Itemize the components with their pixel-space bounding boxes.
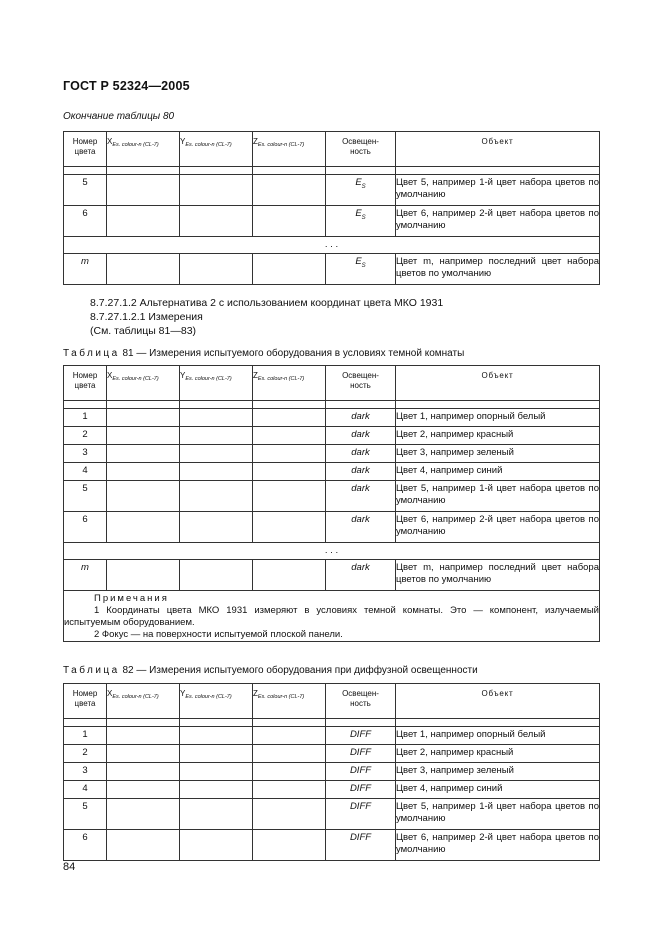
cell-y-value [180,409,253,427]
col-header-number-line2: цвета [74,381,96,390]
cell-object [396,254,600,285]
spacer-cell [64,167,107,175]
cell-x-value [107,799,180,830]
object-description: Цвет 3, например зеленый [396,765,514,776]
cell-illuminance: dark [326,512,396,543]
cell-color-number: 3 [64,763,107,781]
cell-y-value [180,206,253,237]
col-header-y [180,132,253,167]
cell-z-value [253,427,326,445]
table-row [64,427,600,445]
col-header-illuminance-line2: ность [350,147,371,156]
col-header-object: Объект [396,366,600,401]
note-1: 1 Координаты цвета МКО 1931 измеряют в условиях темной комнаты. Это — компонент, излучаемый испытуемым оборудованием. [64,605,599,628]
object-description: Цвет 1, например опорный белый [396,411,546,422]
col-header-illuminance-line2: ность [350,381,371,390]
col-header-x-sub: Es. colour-n (CL-7) [112,376,159,382]
col-header-number [64,366,107,401]
table-82-caption-label: Таблица [63,665,120,676]
cell-color-number: 2 [64,427,107,445]
cell-z-value [253,745,326,763]
cell-color-number: 5 [64,175,107,206]
col-header-x [107,684,180,719]
table-80 [63,131,600,285]
col-header-illuminance [326,132,396,167]
cell-x-value [107,409,180,427]
cell-object [396,781,600,799]
table-row [64,745,600,763]
col-header-z-main: Z [253,371,258,380]
cell-x-value [107,481,180,512]
col-header-x-sub: Es. colour-n (CL-7) [112,694,159,700]
cell-object [396,175,600,206]
table-header-row [64,366,600,401]
note-2: 2 Фокус — на поверхности испытуемой плоской панели. [94,629,343,640]
col-header-z-sub: Es. colour-n (CL-7) [257,694,305,700]
cell-z-value [253,763,326,781]
cell-y-value [180,560,253,591]
table-header-row [64,684,600,719]
table-body [64,719,600,861]
table-row [64,463,600,481]
cell-x-value [107,727,180,745]
col-header-y-sub: Es. colour-n (CL-7) [185,376,232,382]
col-header-illuminance [326,366,396,401]
document-title: ГОСТ Р 52324—2005 [63,79,190,93]
cell-z-value [253,463,326,481]
cell-illuminance: DIFF [326,781,396,799]
cell-object [396,763,600,781]
col-header-y-main: Y [180,689,186,698]
cell-object [396,727,600,745]
table-row [64,830,600,861]
subsection-heading: 8.7.27.1.2.1 Измерения [90,311,203,323]
cell-y-value [180,763,253,781]
page-number: 84 [63,861,76,873]
table-header-row [64,132,600,167]
illuminance-symbol: E [355,208,362,219]
object-description: Цвет m, например последний цвет набора цветов по умолчанию [396,562,599,585]
spacer-cell [326,167,396,175]
cell-x-value [107,427,180,445]
cell-y-value [180,427,253,445]
col-header-x-main: X [107,689,113,698]
cell-x-value [107,763,180,781]
col-header-number-line2: цвета [74,147,96,156]
cell-object [396,830,600,861]
cell-x-value [107,206,180,237]
col-header-y-sub: Es. colour-n (CL-7) [185,142,232,148]
cell-color-number: 6 [64,512,107,543]
table-row [64,175,600,206]
spacer-cell [396,167,600,175]
col-header-illuminance-line1: Освещен- [342,137,379,146]
table-81-caption-label: Таблица [63,348,120,359]
col-header-x-main: X [107,137,113,146]
cell-object [396,463,600,481]
cell-object [396,560,600,591]
col-header-number-line2: цвета [74,699,96,708]
col-header-y-main: Y [180,371,186,380]
cell-y-value [180,175,253,206]
table-body [64,401,600,642]
table-spacer-row [64,167,600,175]
cell-object [396,799,600,830]
cell-x-value [107,463,180,481]
cell-color-number: 5 [64,481,107,512]
spacer-cell [180,401,253,409]
table-row [64,781,600,799]
cell-object [396,745,600,763]
cell-illuminance: DIFF [326,799,396,830]
cell-object [396,481,600,512]
cell-z-value [253,512,326,543]
spacer-cell [253,167,326,175]
col-header-number [64,684,107,719]
table-82 [63,683,600,861]
table-ellipsis-row [64,543,600,560]
cell-x-value [107,254,180,285]
col-header-x [107,132,180,167]
object-description: Цвет 5, например 1-й цвет набора цветов по умолчанию [396,177,599,200]
object-description: Цвет 2, например красный [396,429,514,440]
cell-y-value [180,727,253,745]
spacer-cell [107,401,180,409]
object-description: Цвет m, например последний цвет набора цветов по умолчанию [396,256,599,279]
spacer-cell [253,401,326,409]
spacer-cell [107,719,180,727]
col-header-illuminance-line1: Освещен- [342,371,379,380]
cell-x-value [107,175,180,206]
cell-z-value [253,781,326,799]
illuminance-subscript: S [361,214,366,221]
table-81-caption [63,348,464,359]
spacer-cell [326,719,396,727]
table-row [64,512,600,543]
cell-y-value [180,512,253,543]
col-header-y-sub: Es. colour-n (CL-7) [185,694,232,700]
col-header-object: Объект [396,684,600,719]
cell-object [396,512,600,543]
object-description: Цвет 4, например синий [396,465,503,476]
table-row [64,560,600,591]
col-header-illuminance-line2: ность [350,699,371,708]
cell-y-value [180,463,253,481]
spacer-cell [253,719,326,727]
col-header-z-main: Z [253,689,258,698]
col-header-number-line1: Номер [72,689,98,698]
table-notes [64,591,600,642]
cell-color-number: 4 [64,463,107,481]
spacer-cell [180,167,253,175]
cell-illuminance: dark [326,560,396,591]
cell-illuminance: dark [326,463,396,481]
cell-color-number: 1 [64,727,107,745]
cell-z-value [253,409,326,427]
col-header-y [180,684,253,719]
cell-z-value [253,727,326,745]
cell-object [396,427,600,445]
object-description: Цвет 2, например красный [396,747,514,758]
cell-y-value [180,799,253,830]
section-heading: 8.7.27.1.2 Альтернатива 2 с использованием координат цвета МКО 1931 [90,297,444,309]
table-row [64,206,600,237]
table-body [64,167,600,285]
spacer-cell [64,401,107,409]
table-continuation-caption: Окончание таблицы 80 [63,111,175,122]
cell-color-number: 6 [64,830,107,861]
illuminance-subscript: S [361,262,366,269]
cell-x-value [107,512,180,543]
cell-illuminance [326,206,396,237]
table-notes-row [64,591,600,642]
cell-color-number: 1 [64,409,107,427]
col-header-number [64,132,107,167]
ellipsis-cell: . . . [64,543,600,560]
notes-title: Примечания [94,593,169,604]
cell-color-number: 3 [64,445,107,463]
cell-illuminance: DIFF [326,727,396,745]
object-description: Цвет 4, например синий [396,783,503,794]
spacer-cell [396,401,600,409]
cell-color-number: m [64,560,107,591]
table-82-caption [63,665,478,676]
cell-z-value [253,799,326,830]
cell-y-value [180,254,253,285]
cell-y-value [180,781,253,799]
cell-object [396,206,600,237]
col-header-z [253,366,326,401]
cell-z-value [253,206,326,237]
object-description: Цвет 1, например опорный белый [396,729,546,740]
cell-illuminance: dark [326,445,396,463]
col-header-object: Объект [396,132,600,167]
cell-color-number: m [64,254,107,285]
object-description: Цвет 6, например 2-й цвет набора цветов по умолчанию [396,514,599,537]
table-row [64,481,600,512]
table-row [64,727,600,745]
object-description: Цвет 5, например 1-й цвет набора цветов по умолчанию [396,801,599,824]
col-header-z-sub: Es. colour-n (CL-7) [257,142,305,148]
cell-illuminance [326,175,396,206]
table-spacer-row [64,719,600,727]
col-header-z-main: Z [253,137,258,146]
illuminance-symbol: E [355,256,362,267]
cell-object [396,445,600,463]
table-row [64,254,600,285]
cell-color-number: 6 [64,206,107,237]
cell-x-value [107,781,180,799]
ellipsis-cell: . . . [64,237,600,254]
cell-illuminance: dark [326,481,396,512]
cell-illuminance: dark [326,409,396,427]
col-header-x [107,366,180,401]
col-header-z-sub: Es. colour-n (CL-7) [257,376,305,382]
col-header-y-main: Y [180,137,186,146]
illuminance-subscript: S [361,183,366,190]
cell-z-value [253,254,326,285]
cell-z-value [253,175,326,206]
object-description: Цвет 5, например 1-й цвет набора цветов по умолчанию [396,483,599,506]
col-header-illuminance-line1: Освещен- [342,689,379,698]
cell-y-value [180,830,253,861]
cell-x-value [107,445,180,463]
table-81 [63,365,600,642]
spacer-cell [64,719,107,727]
cell-y-value [180,745,253,763]
cell-illuminance [326,254,396,285]
cell-y-value [180,481,253,512]
cell-object [396,409,600,427]
object-description: Цвет 6, например 2-й цвет набора цветов по умолчанию [396,208,599,231]
object-description: Цвет 6, например 2-й цвет набора цветов по умолчанию [396,832,599,855]
spacer-cell [107,167,180,175]
cell-y-value [180,445,253,463]
col-header-x-sub: Es. colour-n (CL-7) [112,142,159,148]
table-reference: (См. таблицы 81—83) [90,325,197,337]
table-row [64,799,600,830]
cell-color-number: 2 [64,745,107,763]
table-82-caption-text: 82 — Измерения испытуемого оборудования при диффузной освещенности [122,665,478,676]
cell-color-number: 4 [64,781,107,799]
cell-x-value [107,745,180,763]
cell-z-value [253,830,326,861]
table-ellipsis-row [64,237,600,254]
cell-illuminance: DIFF [326,763,396,781]
col-header-y [180,366,253,401]
cell-color-number: 5 [64,799,107,830]
col-header-illuminance [326,684,396,719]
cell-illuminance: DIFF [326,830,396,861]
spacer-cell [326,401,396,409]
illuminance-symbol: E [355,177,362,188]
table-spacer-row [64,401,600,409]
col-header-number-line1: Номер [72,371,98,380]
cell-z-value [253,481,326,512]
cell-illuminance: dark [326,427,396,445]
table-row [64,445,600,463]
table-row [64,409,600,427]
col-header-z [253,132,326,167]
cell-x-value [107,830,180,861]
col-header-number-line1: Номер [72,137,98,146]
table-81-caption-text: 81 — Измерения испытуемого оборудования в условиях темной комнаты [122,348,465,359]
col-header-x-main: X [107,371,113,380]
table-row [64,763,600,781]
cell-z-value [253,445,326,463]
cell-illuminance: DIFF [326,745,396,763]
spacer-cell [180,719,253,727]
spacer-cell [396,719,600,727]
object-description: Цвет 3, например зеленый [396,447,514,458]
col-header-z [253,684,326,719]
cell-z-value [253,560,326,591]
cell-x-value [107,560,180,591]
